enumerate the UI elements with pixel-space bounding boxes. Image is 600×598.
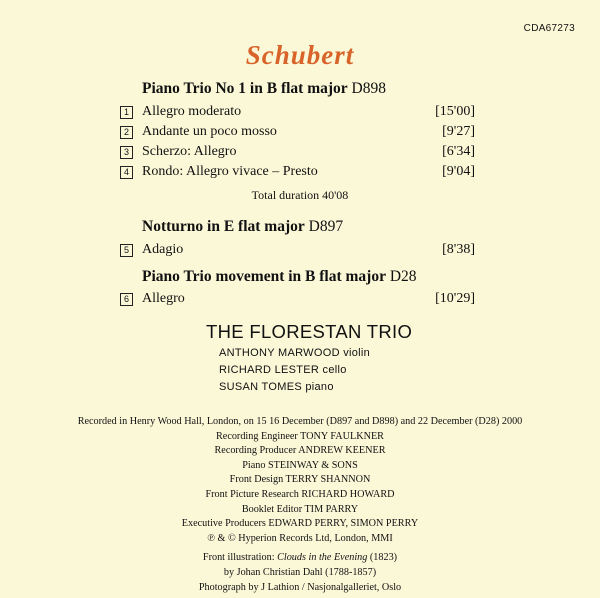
credits-block: [0, 415, 600, 595]
track-number: 6: [120, 293, 133, 306]
track-number: 1: [120, 106, 133, 119]
track-row: [120, 164, 475, 182]
track-duration: [15'00]: [435, 104, 475, 119]
track-name: Allegro: [142, 291, 185, 306]
track-name: Andante un poco mosso: [142, 124, 277, 139]
performer-name: ANTHONY MARWOOD: [219, 347, 340, 359]
track-row: [120, 291, 475, 309]
track-duration: [9'27]: [442, 124, 475, 139]
work-title-text: Piano Trio No 1 in B flat major: [142, 80, 348, 97]
performer-name: SUSAN TOMES: [219, 381, 302, 393]
track-name: Rondo: Allegro vivace – Presto: [142, 164, 318, 179]
total-duration: Total duration 40'08: [251, 188, 349, 202]
performer: [219, 347, 370, 359]
work-title-1: [142, 80, 386, 98]
work-catalogue: D28: [389, 268, 417, 285]
credit-executive-producers: Executive Producers EDWARD PERRY, SIMON PERRY: [181, 518, 419, 530]
track-name: Scherzo: Allegro: [142, 144, 237, 159]
credit-recorded: Recorded in Henry Wood Hall, London, on 15 16 December (D897 and D898) and 22 December (D28) 2000: [77, 416, 523, 427]
track-duration: [6'34]: [442, 144, 475, 159]
credit-booklet-editor: Booklet Editor TIM PARRY: [241, 503, 359, 515]
track-row: [120, 124, 475, 142]
performer-instrument: cello: [322, 364, 347, 376]
credit-copyright: ℗ & © Hyperion Records Ltd, London, MMI: [207, 532, 393, 544]
illustration-title: Clouds in the Evening: [277, 552, 368, 564]
performer-instrument: violin: [343, 347, 371, 359]
composer-title: Schubert: [245, 40, 355, 70]
ensemble-name: THE FLORESTAN TRIO: [206, 321, 413, 342]
credit-illustration: [0, 551, 600, 566]
track-name: Allegro moderato: [142, 104, 242, 119]
track-duration: [9'04]: [442, 164, 475, 179]
track-duration: [8'38]: [442, 242, 475, 257]
performer-instrument: piano: [305, 381, 334, 393]
credit-front-design: Front Design TERRY SHANNON: [229, 474, 371, 486]
track-row: [120, 104, 475, 122]
credit-picture-research: Front Picture Research RICHARD HOWARD: [205, 488, 395, 500]
track-name: Adagio: [142, 242, 184, 257]
work-title-2: [142, 218, 343, 236]
track-number: 4: [120, 166, 133, 179]
track-row: [120, 144, 475, 162]
work-title-text: Piano Trio movement in B flat major: [142, 268, 386, 285]
credit-engineer: Recording Engineer TONY FAULKNER: [216, 430, 384, 442]
catalogue-number: CDA67273: [523, 23, 575, 34]
credit-piano: Piano STEINWAY & SONS: [242, 459, 358, 471]
track-row: [120, 242, 475, 260]
track-number: 5: [120, 244, 133, 257]
credit-illustration-artist: by Johan Christian Dahl (1788-1857): [223, 566, 377, 578]
work-title-3: [142, 268, 417, 286]
track-duration: [10'29]: [435, 291, 475, 306]
work-catalogue: D898: [351, 80, 386, 97]
track-number: 2: [120, 126, 133, 139]
track-number: 3: [120, 146, 133, 159]
illustration-year: (1823): [367, 552, 398, 564]
work-catalogue: D897: [308, 218, 344, 235]
performer: [219, 381, 334, 393]
work-title-text: Notturno in E flat major: [142, 218, 305, 235]
performer-name: RICHARD LESTER: [219, 364, 320, 376]
illustration-prefix: Front illustration:: [202, 552, 278, 564]
credit-photograph: Photograph by J Lathion / Nasjonalgalleriet, Oslo: [198, 581, 402, 593]
credit-producer: Recording Producer ANDREW KEENER: [214, 445, 386, 457]
performer: [219, 364, 347, 376]
